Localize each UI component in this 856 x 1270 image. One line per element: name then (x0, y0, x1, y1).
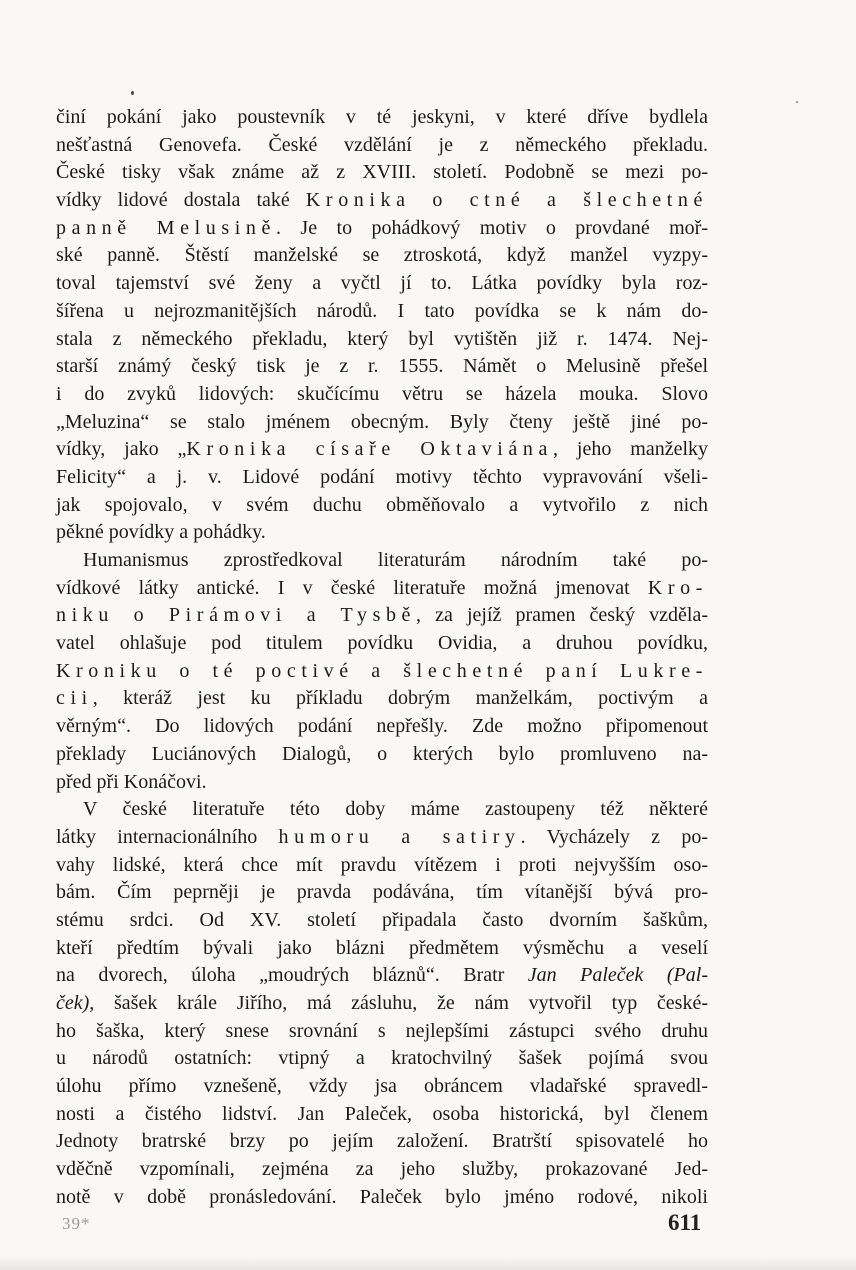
text-run: stala z německého překladu, který byl vytištěn již r. 1474. Nej- (56, 327, 708, 350)
text-run: toval tajemství své ženy a vyčtl jí to. Látka povídky byla roz- (56, 272, 708, 295)
text-line (56, 990, 708, 1018)
text-line (56, 353, 708, 381)
text-line (56, 824, 708, 852)
text-run: pěkné povídky a pohádky. (56, 521, 266, 544)
text-line (56, 1184, 708, 1212)
text-line (56, 492, 708, 520)
text-line (56, 630, 708, 658)
text-run: před při Konáčovi. (56, 770, 207, 793)
text-run: starší známý český tisk je z r. 1555. Námět o Melusině přešel (56, 355, 708, 378)
text-run: překlady Luciánových Dialogů, o kterých bylo promluveno na- (56, 742, 708, 765)
text-line (56, 464, 708, 492)
text-run: notě v době pronásledování. Paleček bylo jméno rodové, nikoli (56, 1185, 708, 1208)
text-run: , za jejíž pramen český vzděla- (416, 604, 708, 627)
text-run: V české literatuře této doby máme zastoupeny též některé (83, 798, 708, 821)
text-run: na dvorech, úloha „moudrých bláznů“. Bratr (56, 964, 528, 987)
text-run: i do zvyků lidových: skučícímu větru se házela mouka. Slovo (56, 382, 708, 405)
text-line (56, 187, 708, 215)
text-run: šašek krále Jiřího, má zásluhu, že nám vytvořil typ české- (94, 992, 708, 1014)
text-run: činí pokání jako poustevník v té jeskyni, v které dříve bydlela (56, 106, 708, 128)
text-line (56, 1156, 708, 1184)
text-line (56, 1101, 708, 1129)
text-run: úlohu přímo vznešeně, vždy jsa obráncem vladařské spravedl- (56, 1075, 708, 1098)
paragraph (56, 104, 708, 547)
text-line (56, 104, 708, 132)
paragraph (56, 796, 708, 1211)
text-line (56, 270, 708, 298)
text-line (56, 769, 708, 797)
text-run: Humanismus zprostředkoval literaturám národním také po- (83, 549, 708, 571)
text-run: kteří předtím bývali jako blázni předmětem výsměchu a veselí (56, 936, 708, 959)
text-run: vídky, jako „ (56, 438, 187, 461)
text-run: Jednoty bratrské brzy po jejím založení. Bratrští spisovatelé ho (56, 1130, 708, 1153)
signature-mark: 39* (62, 1214, 91, 1233)
text-line (56, 547, 708, 575)
letterspaced-text: panně Melusině (56, 216, 277, 239)
text-line (56, 1073, 708, 1101)
text-line (56, 852, 708, 880)
text-run: ské panně. Štěstí manželské se ztroskotá, když manžel vyzpy- (56, 244, 708, 267)
text-run: vídky lidové dostala také (56, 189, 306, 212)
letterspaced-text: humoru a satiry (278, 825, 521, 848)
text-line (56, 1128, 708, 1156)
letterspaced-text: niku o Pirámovi a Tysbě (56, 604, 417, 627)
text-line (56, 381, 708, 409)
text-line (56, 602, 708, 630)
text-run: vděčně vzpomínali, zejména za jeho služby, prokazované Jed- (56, 1158, 708, 1181)
text-line (56, 658, 708, 686)
text-run: Felicity“ a j. v. Lidové podání motivy těchto vypravování všeli- (56, 465, 708, 488)
italic-text: ček), (56, 992, 95, 1014)
letterspaced-text: Kroniku o té poctivé a šlechetné paní Lukre- (56, 659, 708, 682)
letterspaced-text: cii (56, 687, 93, 710)
text-line (56, 519, 708, 547)
text-line (56, 575, 708, 603)
text-run: . Vycházely z po- (520, 825, 709, 848)
text-run: vahy lidské, která chce mít pravdu vítězem i proti nejvyšším oso- (56, 853, 708, 876)
text-line (56, 132, 708, 160)
text-line (56, 326, 708, 354)
text-run: věrným“. Do lidových podání nepřešly. Zde možno připomenout (56, 715, 708, 738)
text-run: vatel ohlašuje pod titulem povídku Ovidia, a druhou povídku, (56, 632, 708, 655)
page-number: 611 (668, 1210, 702, 1235)
text-run: ho šaška, který snese srovnání s nejlepšími zástupci svého druhu (56, 1019, 708, 1042)
page-text-block (56, 104, 708, 1212)
paragraph (56, 547, 708, 796)
text-line (56, 962, 708, 990)
text-line (56, 907, 708, 935)
text-line (56, 796, 708, 824)
text-line (56, 215, 708, 243)
text-line (56, 1045, 708, 1073)
text-run: u národů ostatních: vtipný a kratochvilný šašek pojímá svou (56, 1047, 708, 1070)
text-run: jak spojovalo, v svém duchu obměňovalo a vytvořilo z nich (56, 493, 708, 516)
text-line (56, 409, 708, 437)
scan-speck (131, 91, 134, 95)
scan-speck (796, 101, 798, 103)
text-line (56, 879, 708, 907)
text-line (56, 741, 708, 769)
text-line (56, 935, 708, 963)
text-run: nešťastná Genovefa. České vzdělání je z německého překladu. (56, 133, 708, 156)
text-run: „Meluzina“ se stalo jménem obecným. Byly čteny ještě jiné po- (56, 410, 708, 433)
text-line (56, 1018, 708, 1046)
text-line (56, 685, 708, 713)
text-run: látky internacionálního (56, 825, 279, 848)
text-run: , jeho manželky (553, 438, 709, 461)
text-line (56, 242, 708, 270)
italic-text: Jan Paleček (Pal- (527, 964, 708, 987)
text-line (56, 298, 708, 326)
text-run: stému srdci. Od XV. století připadala často dvorním šaškům, (56, 908, 708, 931)
text-run: , kteráž jest ku příkladu dobrým manželkám, poctivým a (92, 687, 708, 710)
letterspaced-text: Kronika o ctné a šlechetné (305, 189, 708, 212)
text-run: . Je to pohádkový motiv o provdané moř- (276, 216, 708, 239)
letterspaced-text: Kronika císaře Oktaviána (186, 438, 553, 461)
text-run: České tisky však známe až z XVIII. století. Podobně se mezi po- (56, 161, 708, 184)
text-run: nosti a čistého lidství. Jan Paleček, osoba historická, byl členem (56, 1102, 708, 1125)
text-run: šířena u nejrozmanitějších národů. I tato povídka se k nám do- (56, 299, 708, 322)
text-line (56, 159, 708, 187)
text-line (56, 436, 708, 464)
letterspaced-text: Kro- (647, 576, 708, 599)
text-line (56, 713, 708, 741)
text-run: vídkové látky antické. I v české literatuře možná jmenovat (56, 576, 648, 599)
text-run: bám. Čím peprněji je pravda podávána, tím vítanější bývá pro- (56, 881, 708, 904)
